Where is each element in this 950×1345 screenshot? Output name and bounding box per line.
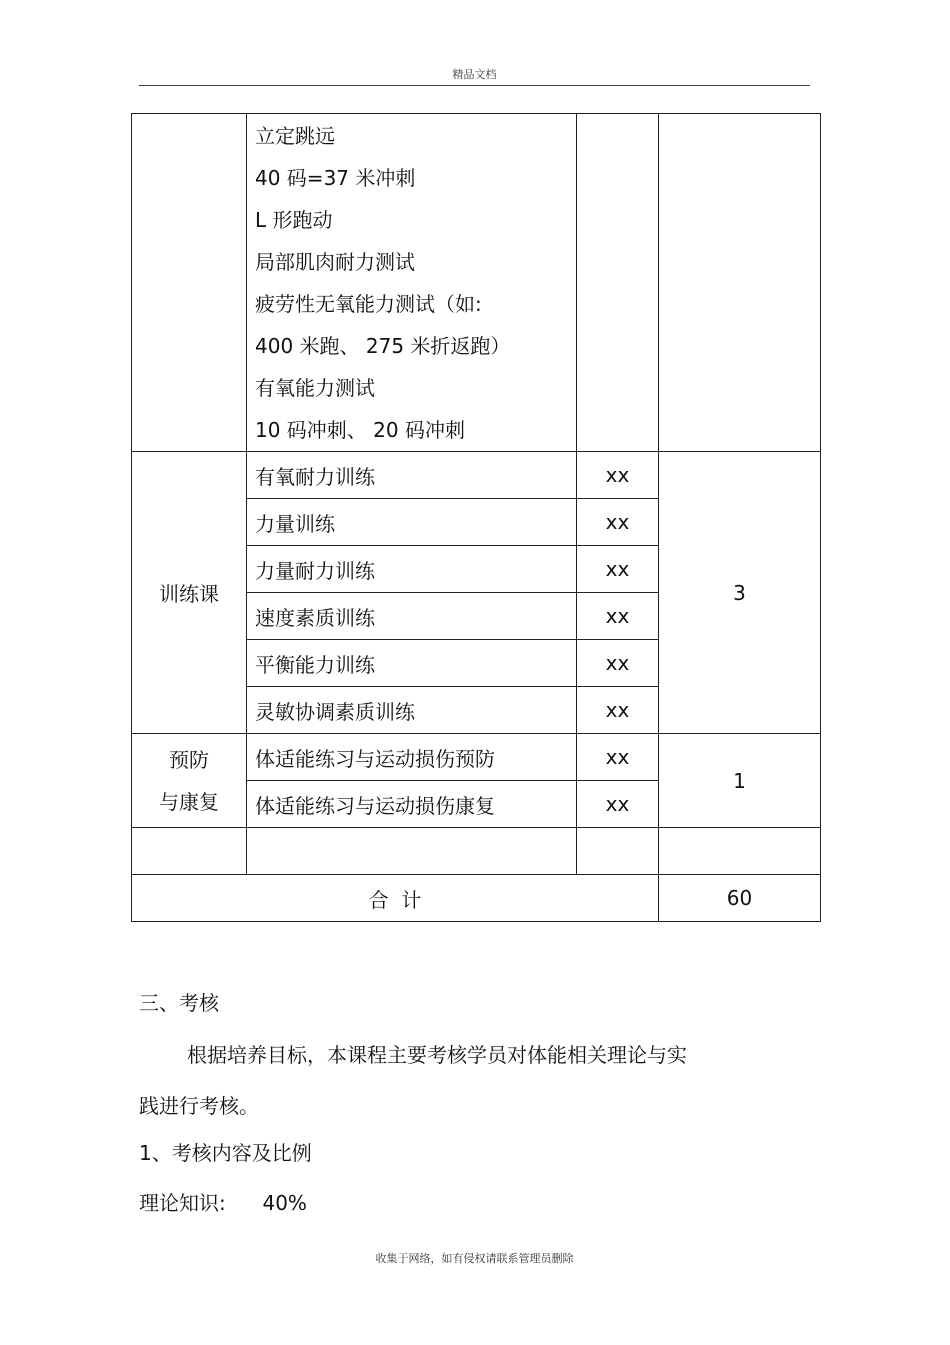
total-label: 合 计 [132, 875, 659, 922]
total-row [132, 875, 821, 922]
weeks-cell [659, 114, 821, 452]
list-item: 立定跳远 [255, 124, 335, 148]
category-training: 训练课 [132, 452, 247, 734]
page-header: 精品文档 [452, 68, 497, 81]
hours-cell: xx [577, 499, 659, 546]
hours-cell: xx [577, 452, 659, 499]
hours-cell [577, 114, 659, 452]
theory-value: 40% [262, 1191, 307, 1215]
header-divider [139, 85, 810, 86]
hours-cell: xx [577, 687, 659, 734]
item-cell: 体适能练习与运动损伤康复 [247, 781, 577, 828]
table-row [132, 114, 821, 452]
item-cell: 力量训练 [247, 499, 577, 546]
category-line: 与康复 [159, 789, 219, 814]
total-value: 60 [659, 875, 821, 922]
paragraph-line: 践进行考核。 [139, 1094, 259, 1118]
list-item: 10 码冲刺、 20 码冲刺 [255, 418, 465, 442]
list-item: 疲劳性无氧能力测试（如: [255, 292, 482, 316]
list-item: 局部肌肉耐力测试 [255, 250, 415, 274]
item-cell: 灵敏协调素质训练 [247, 687, 577, 734]
empty-row [132, 828, 821, 875]
list-item: 有氧能力测试 [255, 376, 375, 400]
item-cell: 平衡能力训练 [247, 640, 577, 687]
theory-label: 理论知识: [139, 1191, 226, 1215]
category-cell [132, 114, 247, 452]
weeks-prevention: 1 [659, 734, 821, 828]
table-row [132, 734, 821, 781]
item-cell: 力量耐力训练 [247, 546, 577, 593]
category-prevention [132, 734, 247, 828]
item-cell: 速度素质训练 [247, 593, 577, 640]
theory-line [139, 1187, 307, 1216]
empty-cell [132, 828, 247, 875]
hours-cell: xx [577, 546, 659, 593]
hours-cell: xx [577, 734, 659, 781]
table-row [132, 452, 821, 499]
course-schedule-table [131, 113, 821, 922]
list-item: 40 码=37 米冲刺 [255, 166, 416, 190]
hours-cell: xx [577, 593, 659, 640]
empty-cell [659, 828, 821, 875]
hours-cell: xx [577, 781, 659, 828]
category-line: 预防 [169, 747, 209, 772]
weeks-training: 3 [659, 452, 821, 734]
item-cell: 体适能练习与运动损伤预防 [247, 734, 577, 781]
page-footer: 收集于网络，如有侵权请联系管理员删除 [375, 1252, 574, 1265]
section-heading: 三、考核 [139, 991, 219, 1015]
hours-cell: xx [577, 640, 659, 687]
paragraph-line: 根据培养目标，本课程主要考核学员对体能相关理论与实 [187, 1043, 687, 1067]
item-cell: 有氧耐力训练 [247, 452, 577, 499]
list-item: 400 米跑、 275 米折返跑） [255, 334, 511, 358]
subheading: 1、考核内容及比例 [139, 1141, 312, 1165]
empty-cell [577, 828, 659, 875]
item-list-cell [247, 114, 577, 452]
list-item: L 形跑动 [255, 208, 333, 232]
empty-cell [247, 828, 577, 875]
